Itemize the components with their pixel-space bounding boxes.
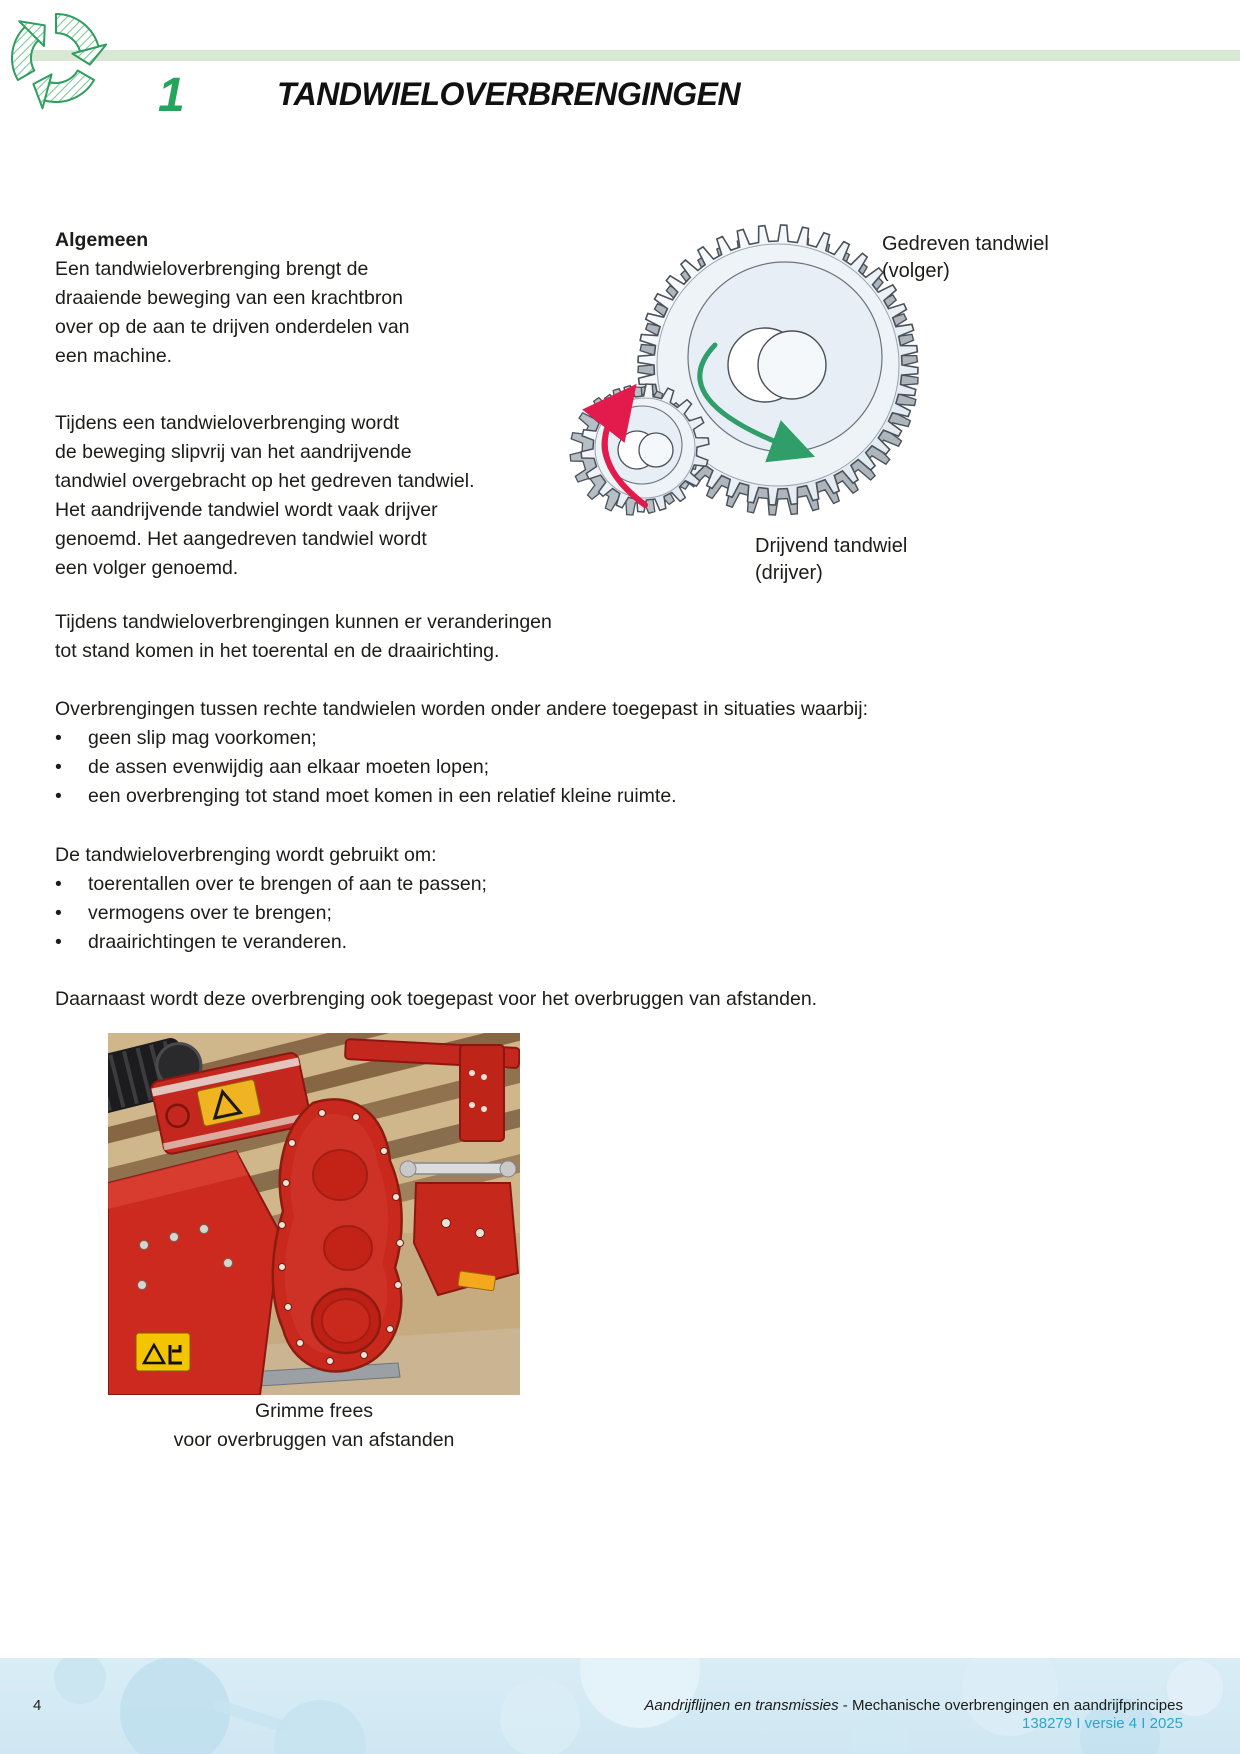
text-line: een volger genoemd. <box>55 557 239 579</box>
footer-version-line: 138279 I versie 4 I 2025 <box>1022 1715 1183 1732</box>
caption-line: voor overbruggen van afstanden <box>173 1429 455 1451</box>
page-number: 4 <box>33 1697 42 1714</box>
machine-photo <box>108 1033 520 1395</box>
page-title: TANDWIELOVERBRENGINGEN <box>277 76 741 112</box>
bullet-icon <box>55 724 88 753</box>
section-heading: Algemeen <box>55 229 149 251</box>
recycle-arrow-arm <box>12 21 45 80</box>
label-driver-gear <box>755 533 907 587</box>
bullet-icon <box>55 928 88 957</box>
figure-caption <box>108 1397 520 1455</box>
list-item-text: toerentallen over te brengen of aan te passen; <box>88 873 487 895</box>
big-gear-bore <box>758 331 826 399</box>
chapter-number: 1 <box>158 69 185 122</box>
text-line: tot stand komen in het toerental en de draairichting. <box>55 640 500 662</box>
caption-line: Grimme frees <box>254 1400 374 1422</box>
paragraph-2 <box>55 409 475 583</box>
list-intro: De tandwieloverbrenging wordt gebruikt om: <box>55 844 437 866</box>
list-item <box>55 724 868 753</box>
text-line: de beweging slipvrij van het aandrijvende <box>55 441 412 463</box>
list-item <box>55 899 487 928</box>
list-item-text: vermogens over te brengen; <box>88 902 332 924</box>
course-title: Aandrijflijnen en transmissies <box>644 1697 839 1714</box>
label-line: Drijvend tandwiel <box>755 535 908 557</box>
text-line: genoemd. Het aangedreven tandwiel wordt <box>55 528 427 550</box>
list-item-text: een overbrenging tot stand moet komen in een relatief kleine ruimte. <box>88 785 677 807</box>
bullet-icon <box>55 899 88 928</box>
list-item-text: draairichtingen te veranderen. <box>88 931 348 953</box>
text-line: over op de aan te drijven onderdelen van <box>55 316 410 338</box>
recycle-arrow-arm <box>33 71 94 109</box>
paragraph-3 <box>55 608 552 666</box>
bullet-icon <box>55 870 88 899</box>
list-item <box>55 753 868 782</box>
list-item <box>55 928 487 957</box>
bullet-icon <box>55 782 88 811</box>
footer-course-line <box>644 1697 1183 1715</box>
label-driven-gear <box>882 231 1049 285</box>
text-line: draaiende beweging van een krachtbron <box>55 287 404 309</box>
text-line: Tijdens een tandwieloverbrenging wordt <box>55 412 399 434</box>
label-line: (drijver) <box>755 562 823 584</box>
text-line: Een tandwieloverbrenging brengt de <box>55 258 369 280</box>
header-green-bar <box>22 50 1240 61</box>
paragraph-algemeen <box>55 226 410 371</box>
text-line: Het aandrijvende tandwiel wordt vaak drijver <box>55 499 438 521</box>
footer-colophon <box>644 1697 1183 1733</box>
text-line: een machine. <box>55 345 173 367</box>
paragraph-4 <box>55 695 868 811</box>
recycle-arrow-arm <box>56 14 106 65</box>
list-intro: Overbrengingen tussen rechte tandwielen worden onder andere toegepast in situaties waarbij: <box>55 698 869 720</box>
warning-sticker-forklift <box>136 1333 190 1371</box>
list-item-text: geen slip mag voorkomen; <box>88 727 317 749</box>
paragraph-6 <box>55 985 817 1014</box>
small-gear-bore <box>639 433 673 467</box>
list-item-text: de assen evenwijdig aan elkaar moeten lopen; <box>88 756 490 778</box>
course-subtitle: - Mechanische overbrengingen en aandrijfprincipes <box>838 1697 1183 1714</box>
recycle-logo-icon <box>0 0 122 126</box>
list-item <box>55 870 487 899</box>
label-line: (volger) <box>882 260 950 282</box>
list-item <box>55 782 868 811</box>
text-line: tandwiel overgebracht op het gedreven tandwiel. <box>55 470 475 492</box>
label-line: Gedreven tandwiel <box>882 233 1049 255</box>
paragraph-5 <box>55 841 487 957</box>
text-line: Tijdens tandwieloverbrengingen kunnen er veranderingen <box>55 611 552 633</box>
text-line: Daarnaast wordt deze overbrenging ook toegepast voor het overbruggen van afstanden. <box>55 988 818 1010</box>
bullet-icon <box>55 753 88 782</box>
